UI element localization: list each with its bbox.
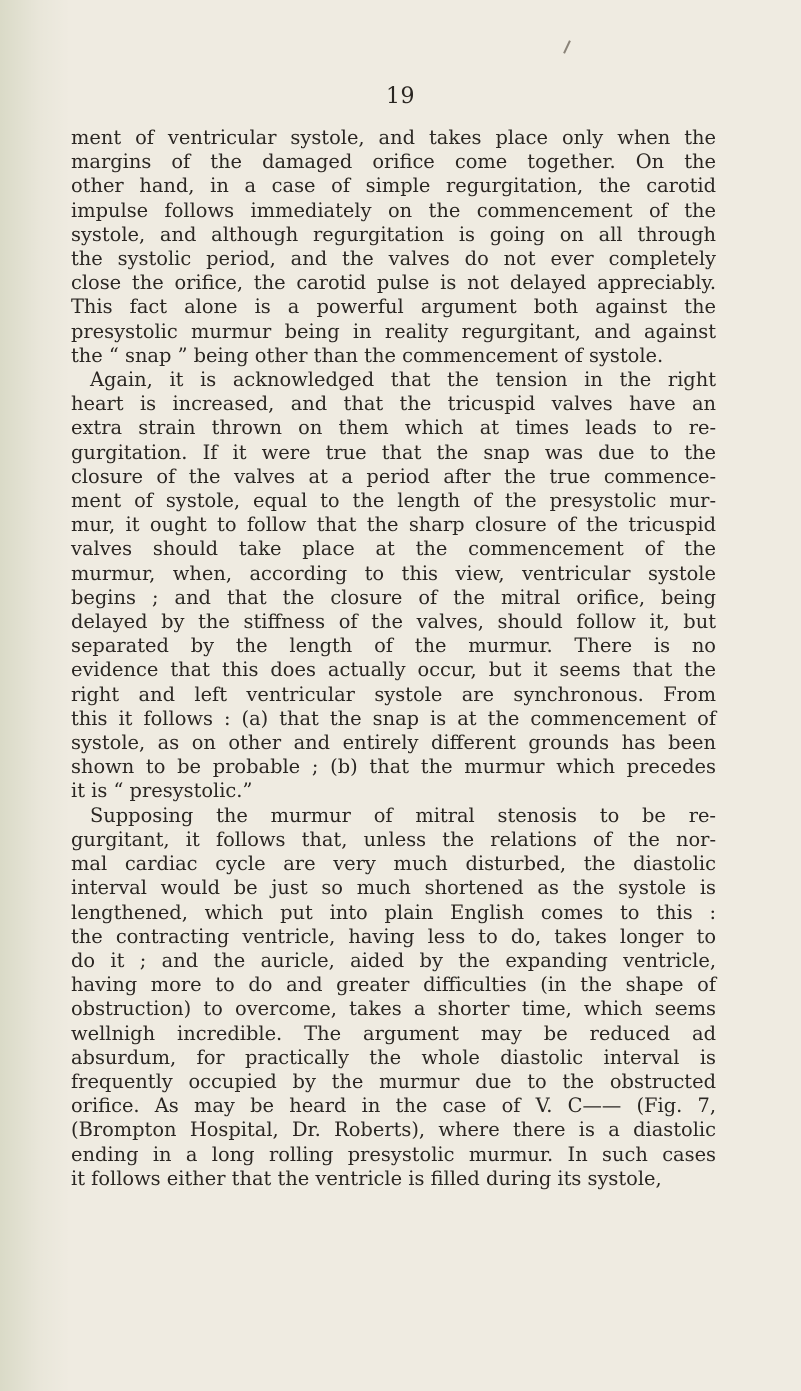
text-line: having more to do and greater difficulties (in the shape of	[71, 973, 716, 997]
text-line: margins of the damaged orifice come together. On the	[71, 150, 716, 174]
text-line: delayed by the stiffness of the valves, should follow it, but	[71, 610, 716, 634]
text-line: other hand, in a case of simple regurgitation, the carotid	[71, 174, 716, 198]
text-line: begins ; and that the closure of the mitral orifice, being	[71, 585, 716, 609]
text-line: close the orifice, the carotid pulse is not delayed appreciably.	[71, 271, 716, 295]
text-line: frequently occupied by the murmur due to the obstructed	[71, 1069, 716, 1093]
text-line: the contracting ventricle, having less to do, takes longer to	[71, 924, 716, 948]
text-line: gurgitation. If it were true that the snap was due to the	[71, 440, 716, 464]
text-line: extra strain thrown on them which at times leads to re-	[71, 416, 716, 440]
text-line: Supposing the murmur of mitral stenosis to be re-	[90, 803, 716, 827]
text-line: evidence that this does actually occur, but it seems that the	[71, 658, 716, 682]
text-line: it follows either that the ventricle is filled during its systole,	[71, 1166, 662, 1190]
page-number: 19	[386, 84, 415, 109]
text-line: (Brompton Hospital, Dr. Roberts), where there is a diastolic	[71, 1118, 716, 1142]
text-line: mur, it ought to follow that the sharp closure of the tricuspid	[71, 513, 716, 537]
text-line: ending in a long rolling presystolic murmur. In such cases	[71, 1142, 716, 1166]
text-line: Again, it is acknowledged that the tension in the right	[90, 368, 716, 392]
text-line: the systolic period, and the valves do not ever completely	[71, 247, 716, 271]
text-line: interval would be just so much shortened as the systole is	[71, 876, 716, 900]
text-line: ment of systole, equal to the length of the presystolic mur-	[71, 489, 716, 513]
text-line: presystolic murmur being in reality regurgitant, and against	[71, 319, 716, 343]
text-line: obstruction) to overcome, takes a shorter time, which seems	[71, 997, 716, 1021]
text-line: murmur, when, according to this view, ventricular systole	[71, 561, 716, 585]
text-line: heart is increased, and that the tricuspid valves have an	[71, 392, 716, 416]
body-text	[71, 126, 716, 1191]
text-line: mal cardiac cycle are very much disturbed, the diastolic	[71, 852, 716, 876]
text-line: shown to be probable ; (b) that the murmur which precedes	[71, 755, 716, 779]
text-line: systole, as on other and entirely different grounds has been	[71, 731, 716, 755]
text-line: orifice. As may be heard in the case of V. C—— (Fig. 7,	[71, 1094, 716, 1118]
text-line: it is “ presystolic.”	[71, 779, 253, 803]
text-line: wellnigh incredible. The argument may be reduced ad	[71, 1021, 716, 1045]
text-line: absurdum, for practically the whole diastolic interval is	[71, 1045, 716, 1069]
text-line: closure of the valves at a period after the true commence-	[71, 464, 716, 488]
text-line: separated by the length of the murmur. There is no	[71, 634, 716, 658]
text-line: this it follows : (a) that the snap is at the commencement of	[71, 706, 716, 730]
text-line: This fact alone is a powerful argument both against the	[71, 295, 716, 319]
text-line: right and left ventricular systole are synchronous. From	[71, 682, 716, 706]
text-line: systole, and although regurgitation is going on all through	[71, 222, 716, 246]
text-line: do it ; and the auricle, aided by the expanding ventricle,	[71, 948, 716, 972]
ink-mark	[563, 40, 571, 54]
text-line: impulse follows immediately on the commencement of the	[71, 198, 716, 222]
text-line: valves should take place at the commencement of the	[71, 537, 716, 561]
text-line: ment of ventricular systole, and takes place only when the	[71, 126, 716, 149]
text-line: gurgitant, it follows that, unless the relations of the nor-	[71, 827, 716, 851]
text-line: the “ snap ” being other than the commencement of systole.	[71, 343, 664, 367]
text-line: lengthened, which put into plain English comes to this :	[71, 900, 716, 924]
